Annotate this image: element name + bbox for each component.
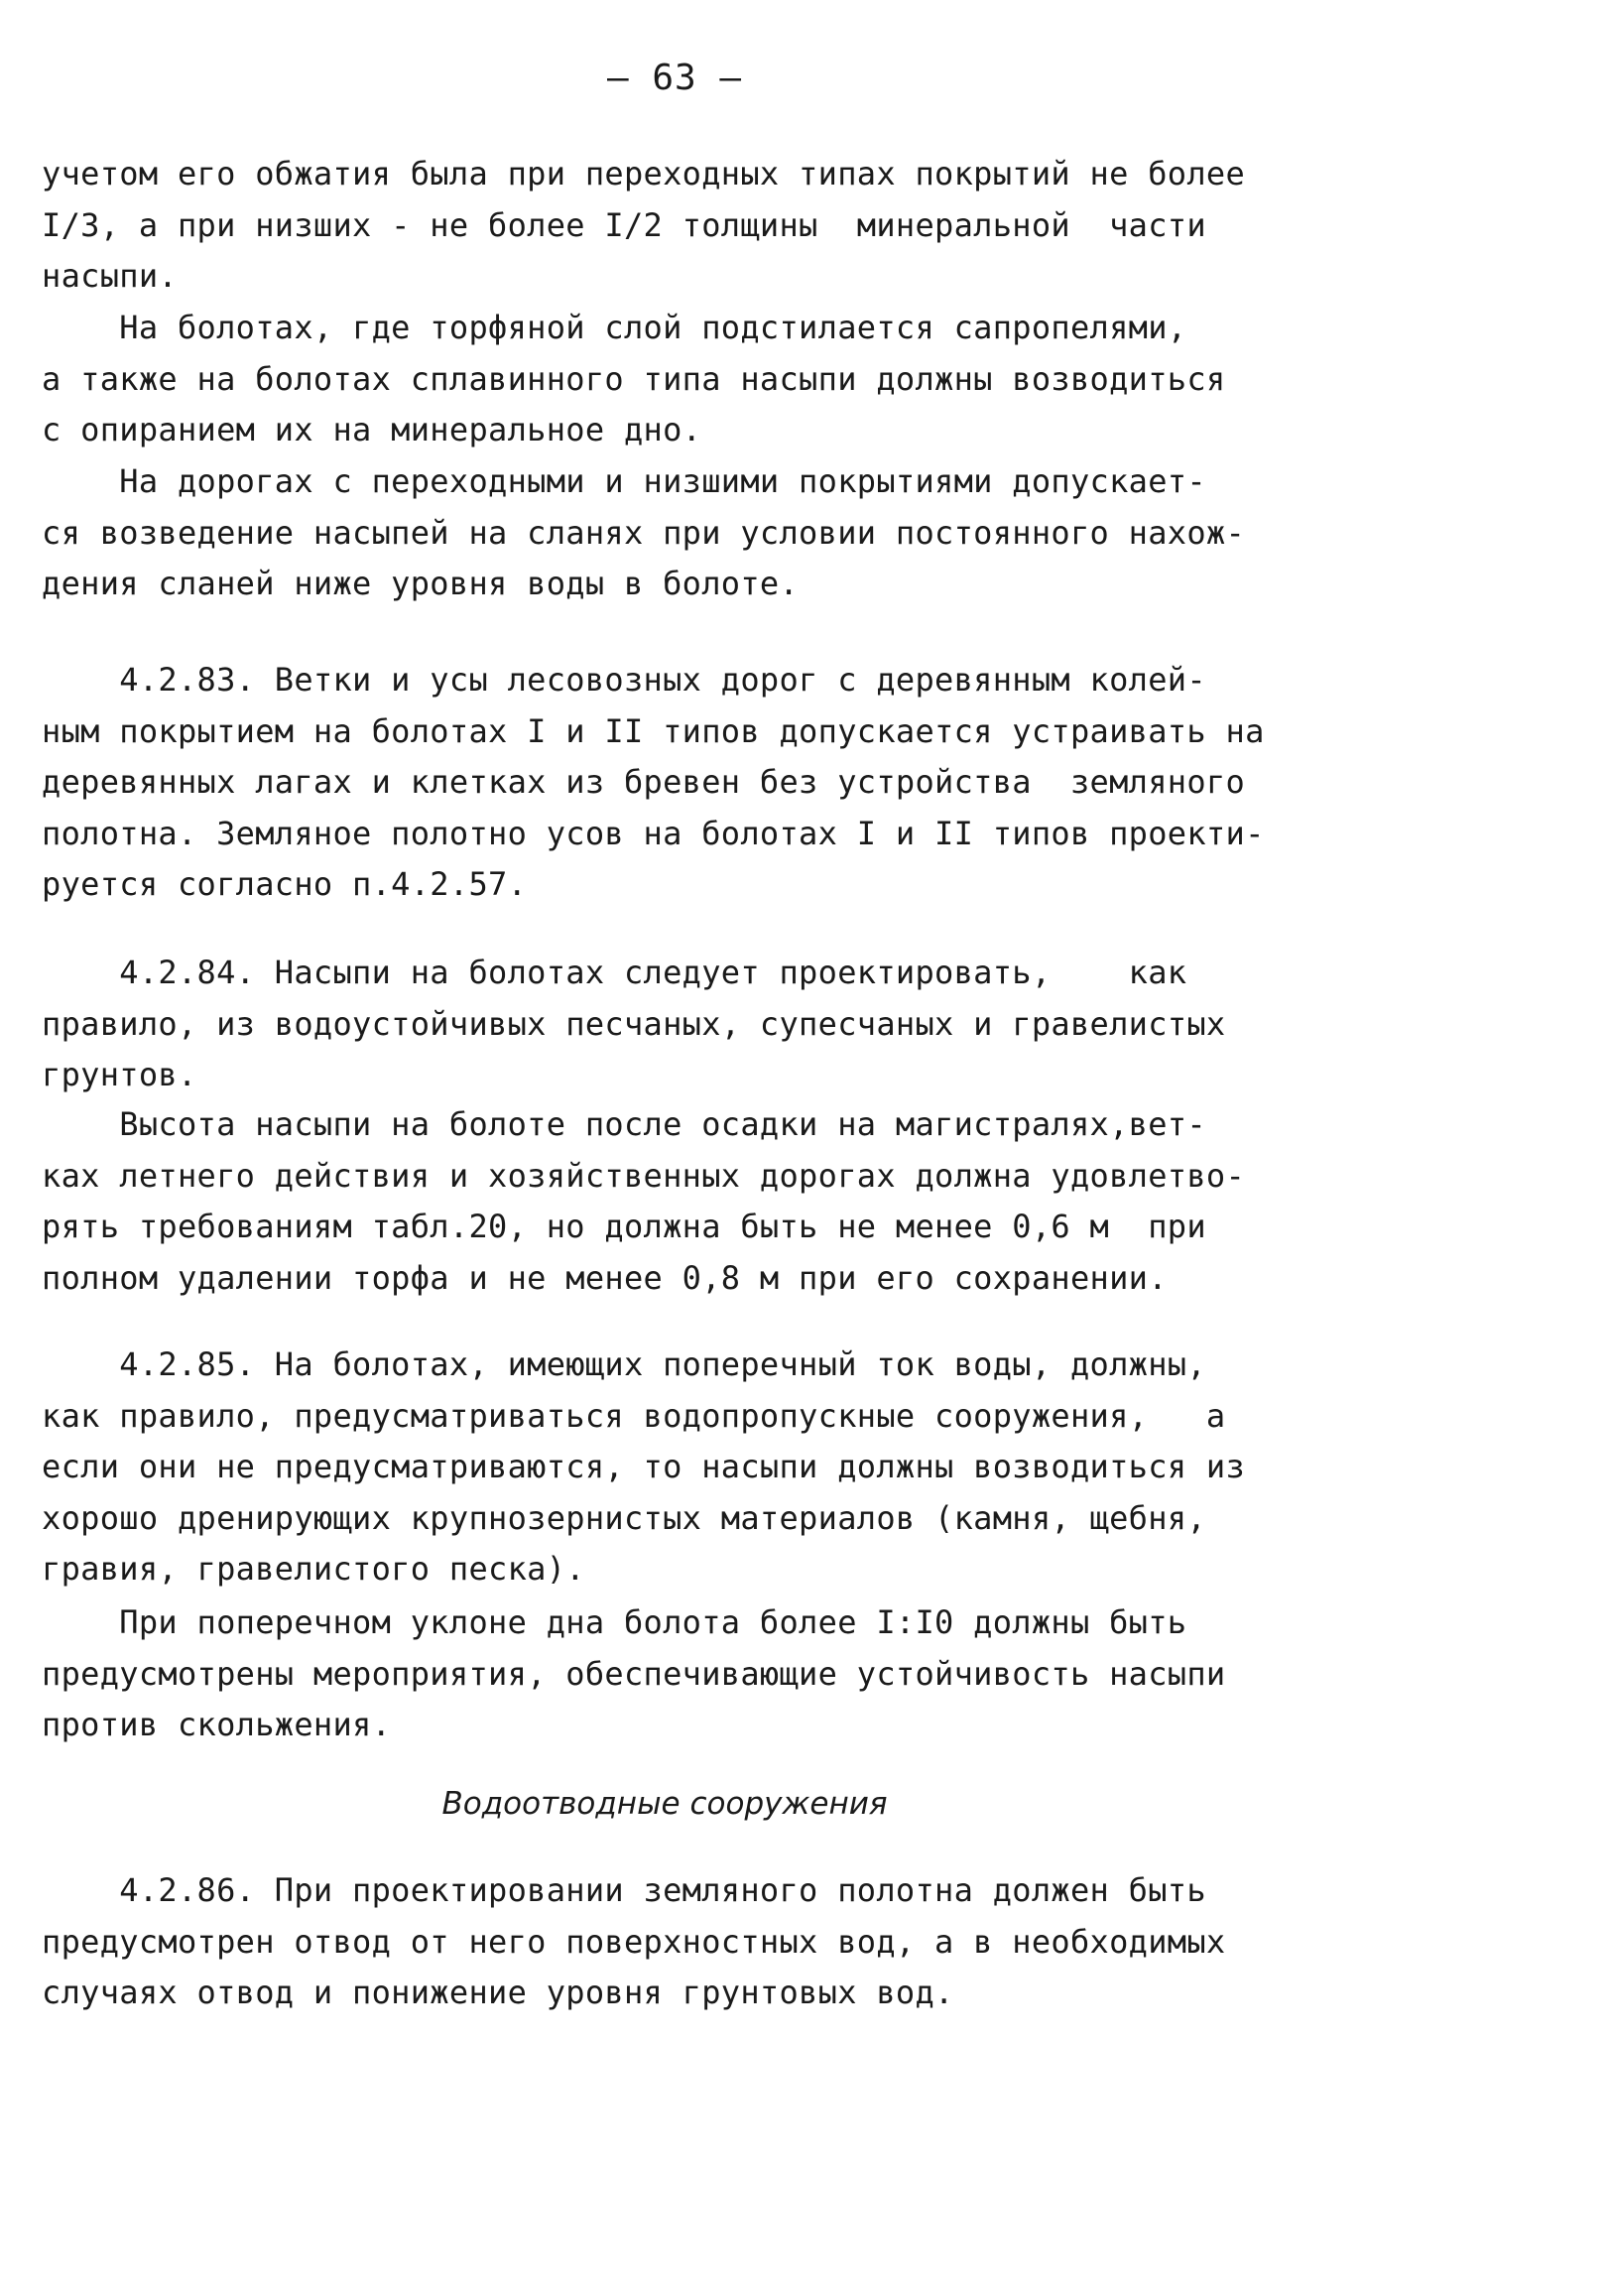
text-line: гравия, гравелистого песка). bbox=[42, 1550, 585, 1588]
text-line: предусмотрен отвод от него поверхностных вод, а в необходимых bbox=[42, 1922, 1226, 1961]
text-line: хорошо дренирующих крупнозернистых материалов (камня, щебня, bbox=[42, 1498, 1206, 1537]
text-line: а также на болотах сплавинного типа насыпи должны возводиться bbox=[42, 359, 1226, 398]
text-line: случаях отвод и понижение уровня грунтовых вод. bbox=[42, 1974, 954, 2011]
text-line: 4.2.84. Насыпи на болотах следует проектировать, как bbox=[42, 954, 1187, 991]
text-line: Высота насыпи на болоте после осадки на магистралях,вет- bbox=[42, 1105, 1206, 1143]
text-line: ным покрытием на болотах I и II типов допускается устраивать на bbox=[42, 711, 1265, 750]
clause-4-2-86 bbox=[42, 1865, 1341, 2019]
text-line: предусмотрены мероприятия, обеспечивающие устойчивость насыпи bbox=[42, 1654, 1226, 1693]
text-line: 4.2.83. Ветки и усы лесовозных дорог с деревянным колей- bbox=[42, 661, 1206, 699]
text-line: если они не предусматриваются, то насыпи должны возводиться из bbox=[42, 1448, 1246, 1485]
text-line: 4.2.86. При проектировании земляного полотна должен быть bbox=[42, 1871, 1206, 1909]
text-line: На дорогах с переходными и низшими покрытиями допускает- bbox=[42, 462, 1206, 500]
text-line: ках летнего действия и хозяйственных дорогах должна удовлетво- bbox=[42, 1156, 1246, 1195]
clause-4-2-85 bbox=[42, 1339, 1341, 1595]
text-line: дения сланей ниже уровня воды в болоте. bbox=[42, 565, 800, 602]
text-line: с опиранием их на минеральное дно. bbox=[42, 411, 702, 448]
text-line: При поперечном уклоне дна болота более I:I0 должны быть bbox=[42, 1603, 1187, 1641]
text-line: насыпи. bbox=[42, 257, 178, 295]
text-line: I/3, а при низших - не более I/2 толщины минеральной части bbox=[42, 205, 1206, 244]
paragraph-slope bbox=[42, 1597, 1341, 1751]
text-line: На болотах, где торфяной слой подстилается сапропелями, bbox=[42, 309, 1187, 346]
text-line: деревянных лагах и клетках из бревен без устройства земляного bbox=[42, 763, 1246, 801]
text-line: против скольжения. bbox=[42, 1706, 392, 1743]
text-line: ся возведение насыпей на сланях при условии постоянного нахож- bbox=[42, 513, 1246, 552]
text-line: полотна. Земляное полотно усов на болотах I и II типов проекти- bbox=[42, 814, 1265, 852]
text-line: грунтов. bbox=[42, 1056, 197, 1093]
paragraph-slani bbox=[42, 456, 1341, 610]
text-line: полном удалении торфа и не менее 0,8 м при его сохранении. bbox=[42, 1258, 1168, 1297]
text-line: как правило, предусматриваться водопропускные сооружения, а bbox=[42, 1396, 1226, 1435]
text-line: рять требованиям табл.20, но должна быть не менее 0,6 м при bbox=[42, 1208, 1206, 1245]
paragraph-sapropel bbox=[42, 303, 1341, 456]
text-line: 4.2.85. На болотах, имеющих поперечный ток воды, должны, bbox=[42, 1345, 1206, 1383]
text-line: правило, из водоустойчивых песчаных, супесчаных и гравелистых bbox=[42, 1004, 1226, 1043]
section-heading: Водоотводные сооружения bbox=[441, 1786, 888, 1822]
clause-4-2-83 bbox=[42, 655, 1341, 911]
page-number: — 63 — bbox=[606, 58, 743, 98]
text-line: руется согласно п.4.2.57. bbox=[42, 865, 528, 903]
text-line: учетом его обжатия была при переходных типах покрытий не более bbox=[42, 155, 1246, 192]
clause-4-2-84 bbox=[42, 948, 1341, 1101]
paragraph-continuation bbox=[42, 149, 1341, 303]
paragraph-height bbox=[42, 1099, 1341, 1304]
